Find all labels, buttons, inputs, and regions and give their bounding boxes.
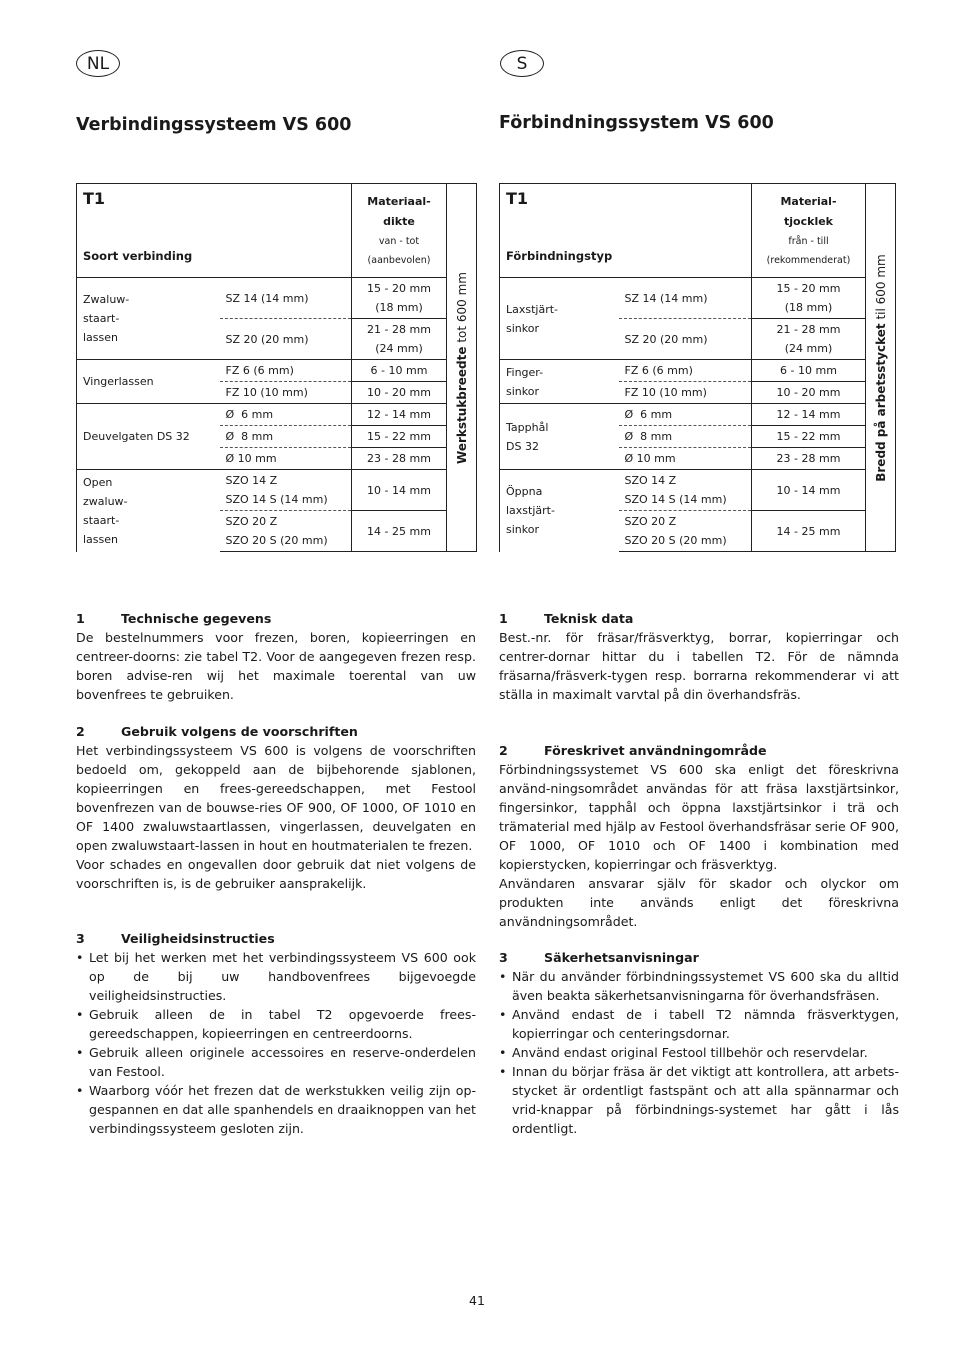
side-label-bold: Werkstukbreedte: [454, 345, 469, 464]
material-header-line2: dikte: [383, 214, 415, 228]
thickness-value: 15 - 22 mm: [752, 426, 866, 448]
table-header-material: [752, 184, 866, 278]
section-number: 2: [499, 743, 508, 758]
table-label: T1: [506, 189, 529, 208]
thickness-value: 14 - 25 mm: [352, 511, 447, 552]
group-name-line: Laxstjärt-: [506, 302, 559, 316]
safety-list: [76, 948, 476, 1138]
workpiece-width-side-label: [866, 184, 896, 552]
section-intended-use-s: [499, 741, 899, 931]
group-name: [500, 470, 619, 552]
thickness-value: 23 - 28 mm: [752, 448, 866, 470]
table-row: [500, 278, 896, 319]
thickness-value: 15 - 22 mm: [352, 426, 447, 448]
cutter-spec: FZ 6 (6 mm): [220, 360, 352, 382]
spec-line: SZO 20 S (20 mm): [624, 534, 727, 547]
table-row: [77, 470, 477, 511]
section-title-s: Förbindningssystem VS 600: [499, 113, 774, 133]
group-name: Deuvelgaten DS 32: [77, 404, 220, 470]
material-header-line1: Material-tjocklek: [780, 194, 837, 228]
workpiece-width-side-label: [447, 184, 477, 552]
thickness-value: [352, 278, 447, 319]
spec-line: SZO 20 Z: [624, 515, 677, 528]
section-number: 1: [499, 611, 508, 626]
section-intended-use-nl: [76, 722, 476, 893]
list-item: • Använd endast original Festool tillbehör och reservdelar.: [499, 1043, 899, 1062]
connection-table-nl: [76, 183, 477, 552]
group-name-line: staart-: [83, 513, 120, 527]
cutter-spec: SZ 20 (20 mm): [220, 319, 352, 360]
group-name-line: Öppna: [506, 485, 543, 499]
cutter-spec: SZ 14 (14 mm): [220, 278, 352, 319]
value-line: (18 mm): [784, 301, 833, 314]
section-technical-data-nl: [76, 609, 476, 704]
table-header-type-label: Förbindningstyp: [506, 249, 613, 263]
value-line: 21 - 28 mm: [367, 323, 431, 336]
group-name-line: Open: [83, 475, 113, 489]
value-line: (24 mm): [784, 342, 833, 355]
group-name: [500, 278, 619, 360]
section-heading-text: Föreskrivet användningområde: [544, 743, 767, 758]
paragraph: Best.-nr. för fräsar/fräsverktyg, borrar, kopierringar och centrer-dornar hittar du i tabellen T2. För de nämnda fräsarna/fräsverk-tygen resp. borrarna rekommenderar vi att ställa in maximalt varvtal på din överhandsfräs.: [499, 630, 899, 702]
group-name-line: sinkor: [506, 523, 539, 537]
cutter-spec: Ø 6 mm: [220, 404, 352, 426]
safety-list: [499, 967, 899, 1138]
group-name: [77, 470, 220, 552]
cutter-spec: Ø 6 mm: [619, 404, 752, 426]
spec-line: SZO 14 Z: [225, 474, 278, 487]
section-heading: [499, 741, 899, 760]
group-name-line: zwaluw-: [83, 494, 128, 508]
section-safety-nl: [76, 929, 476, 1138]
section-heading-text: Technische gegevens: [121, 611, 272, 626]
material-header-range: van - tot: [378, 235, 420, 247]
connection-table-s: [499, 183, 896, 552]
section-number: 1: [76, 611, 85, 626]
thickness-value: 10 - 20 mm: [352, 382, 447, 404]
cutter-spec: [619, 511, 752, 552]
thickness-value: 14 - 25 mm: [752, 511, 866, 552]
group-name: [77, 278, 220, 360]
list-item: • När du använder förbindningssystemet VS 600 ska du alltid även beakta säkerhetsanvisningarna för överhandsfräsen.: [499, 967, 899, 1005]
spec-line: SZO 20 S (20 mm): [225, 534, 328, 547]
table-header-type: [77, 184, 352, 278]
thickness-value: 23 - 28 mm: [352, 448, 447, 470]
section-number: 3: [76, 931, 85, 946]
thickness-value: [352, 319, 447, 360]
group-name: [500, 404, 619, 470]
language-badge-s: S: [500, 50, 544, 77]
language-badge-nl: NL: [76, 50, 120, 77]
material-header-line1: Materiaal-: [367, 194, 431, 208]
table-header-type-label: Soort verbinding: [83, 249, 193, 263]
table-row: [77, 404, 477, 426]
group-name-line: sinkor: [506, 384, 539, 398]
section-heading-text: Gebruik volgens de voorschriften: [121, 724, 358, 739]
side-label-rest: til 600 mm: [873, 253, 888, 323]
thickness-value: 12 - 14 mm: [352, 404, 447, 426]
table-row: [500, 404, 896, 426]
page-number: 41: [469, 1293, 485, 1308]
group-name-line: lassen: [83, 532, 118, 546]
cutter-spec: [220, 511, 352, 552]
cutter-spec: FZ 10 (10 mm): [220, 382, 352, 404]
material-header-recommended: (aanbevolen): [367, 254, 431, 266]
spec-line: SZO 20 Z: [225, 515, 278, 528]
section-heading: [499, 609, 899, 628]
section-number: 2: [76, 724, 85, 739]
section-heading: [499, 948, 899, 967]
paragraph: Voor schades en ongevallen door gebruik dat niet volgens de voorschriften is, is de gebruiker aansprakelijk.: [76, 857, 476, 891]
thickness-value: 10 - 20 mm: [752, 382, 866, 404]
group-name-line: Zwaluw-: [83, 293, 130, 306]
list-item: • Använd endast de i tabell T2 nämnda fräsverktygen, kopierringar och centeringsdornar.: [499, 1005, 899, 1043]
group-name-line: Tapphål: [506, 420, 549, 434]
table-header-type: [500, 184, 752, 278]
group-name-line: lassen: [83, 331, 118, 344]
section-heading-text: Veiligheidsinstructies: [121, 931, 275, 946]
table-header-material: [352, 184, 447, 278]
paragraph: Förbindningssystemet VS 600 ska enligt det föreskrivna använd-ningsområdet användas för att fräsa laxstjärtsinkor, fingersinkor, tapphål och öppna laxstjärtsinkor i trä och trämaterial med hjälp av Festool överhandsfräsar serie OF 900, OF 1000, OF 1010 och OF 1400 i kombination med kopierstycken, kopierringar och fräsverktyg.: [499, 762, 899, 872]
paragraph: De bestelnummers voor frezen, boren, kopieerringen en centreer-doorns: zie tabel T2. Voor de aangegeven frezen resp. boren advise-ren wij het maximale toerental van uw bovenfrees te gebruiken.: [76, 630, 476, 702]
section-heading-text: Säkerhetsanvisningar: [544, 950, 699, 965]
value-line: (24 mm): [375, 342, 423, 355]
table-row: [500, 470, 896, 511]
list-item: • Innan du börjar fräsa är det viktigt att kontrollera, att arbets-stycket är ordentligt fastspänt och att alla spännarmar och vrid-knappar på förbindnings-systemet har gått i lås ordentligt.: [499, 1062, 899, 1138]
section-safety-s: [499, 948, 899, 1138]
side-label-rest: tot 600 mm: [454, 271, 469, 346]
section-heading: [76, 722, 476, 741]
value-line: (18 mm): [375, 301, 423, 314]
list-item: • Gebruik alleen originele accessoires en reserve-onderdelen van Festool.: [76, 1043, 476, 1081]
section-heading-text: Teknisk data: [544, 611, 634, 626]
group-name-line: sinkor: [506, 321, 539, 335]
list-item: • Let bij het werken met het verbindingssysteem VS 600 ook op de bij uw handbovenfrees bijgevoegde veiligheidsinstructies.: [76, 948, 476, 1005]
group-name: [500, 360, 619, 404]
section-heading: [76, 609, 476, 628]
thickness-value: 6 - 10 mm: [752, 360, 866, 382]
material-header-recommended: (rekommenderat): [766, 254, 851, 266]
thickness-value: 6 - 10 mm: [352, 360, 447, 382]
table-label: T1: [83, 189, 106, 208]
thickness-value: 10 - 14 mm: [752, 470, 866, 511]
section-heading: [76, 929, 476, 948]
group-name: Vingerlassen: [77, 360, 220, 404]
thickness-value: 12 - 14 mm: [752, 404, 866, 426]
cutter-spec: SZ 14 (14 mm): [619, 278, 752, 319]
cutter-spec: [220, 470, 352, 511]
paragraph: Användaren ansvarar själv för skador och olyckor om produkten inte används enligt det föreskrivna användningsområdet.: [499, 876, 899, 929]
side-label-bold: Bredd på arbetsstycket: [873, 322, 888, 482]
group-name-line: Finger-: [506, 365, 544, 379]
group-name-line: laxstjärt-: [506, 504, 555, 518]
section-number: 3: [499, 950, 508, 965]
cutter-spec: Ø 8 mm: [220, 426, 352, 448]
section-technical-data-s: [499, 609, 899, 704]
list-item: • Waarborg vóór het frezen dat de werkstukken veilig zijn op-gespannen en dat alle spanhendels en draaiknoppen van het verbindingssysteem gesloten zijn.: [76, 1081, 476, 1138]
value-line: 21 - 28 mm: [776, 323, 841, 336]
thickness-value: [752, 319, 866, 360]
thickness-value: [752, 278, 866, 319]
group-name-line: staart-: [83, 312, 120, 325]
spec-line: SZO 14 S (14 mm): [624, 493, 727, 506]
cutter-spec: FZ 6 (6 mm): [619, 360, 752, 382]
table-row: [77, 278, 477, 319]
cutter-spec: SZ 20 (20 mm): [619, 319, 752, 360]
cutter-spec: FZ 10 (10 mm): [619, 382, 752, 404]
cutter-spec: Ø 10 mm: [619, 448, 752, 470]
value-line: 15 - 20 mm: [367, 282, 431, 295]
spec-line: SZO 14 S (14 mm): [225, 493, 328, 506]
list-item: • Gebruik alleen de in tabel T2 opgevoerde frees-gereedschappen, kopieerringen en centreerdoorns.: [76, 1005, 476, 1043]
value-line: 15 - 20 mm: [776, 282, 841, 295]
material-header-range: från - till: [788, 235, 829, 247]
cutter-spec: Ø 10 mm: [220, 448, 352, 470]
thickness-value: 10 - 14 mm: [352, 470, 447, 511]
spec-line: SZO 14 Z: [624, 474, 677, 487]
cutter-spec: Ø 8 mm: [619, 426, 752, 448]
cutter-spec: [619, 470, 752, 511]
group-name-line: DS 32: [506, 439, 539, 453]
table-row: [500, 360, 896, 382]
section-title-nl: Verbindingssysteem VS 600: [76, 115, 352, 135]
table-row: [77, 360, 477, 382]
paragraph: Het verbindingssysteem VS 600 is volgens de voorschriften bedoeld om, gekoppeld aan de bijbehorende sjablonen, kopieerringen en frees-gereedschappen, met Festool bovenfrezen van de bouwse-ries OF 900, OF 1000, OF 1010 en OF 1400 zwaluwstaartlassen, vingerlassen, deuvelgaten en open zwaluwstaart-lassen in hout en houtmaterialen te frezen.: [76, 743, 476, 853]
